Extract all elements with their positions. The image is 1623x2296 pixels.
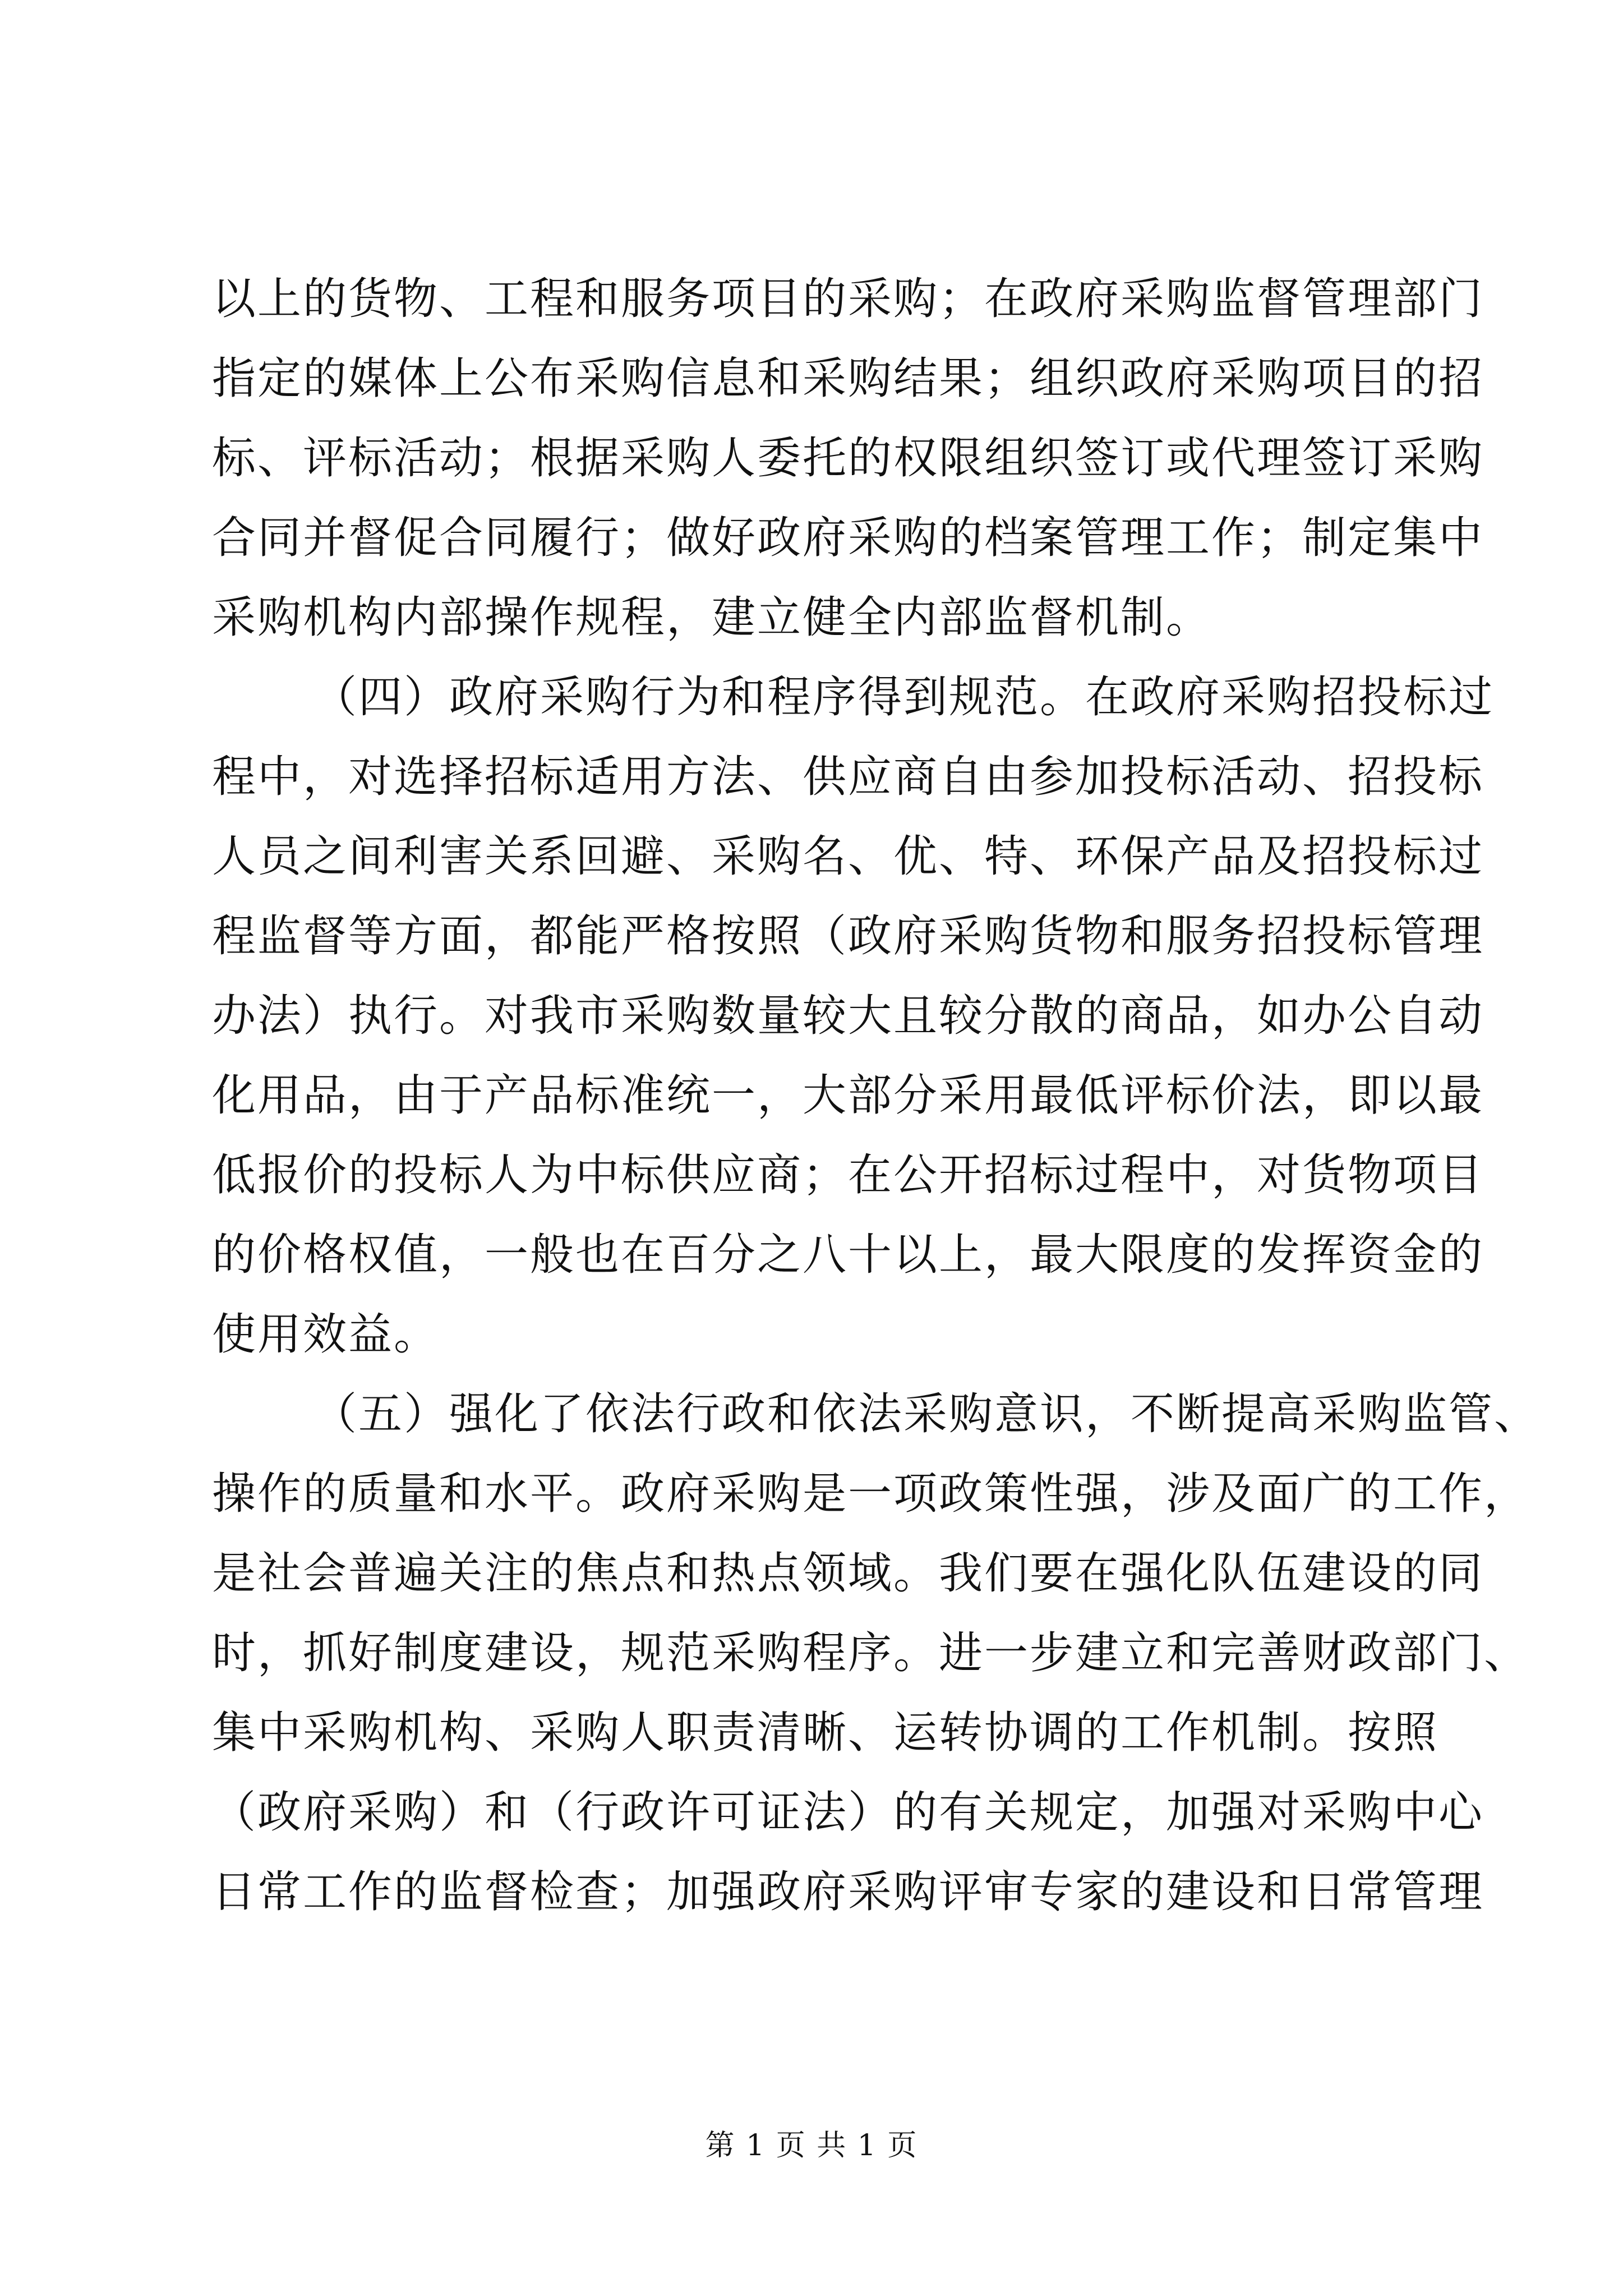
text-line: （政府采购）和（行政许可证法）的有关规定，加强对采购中心 bbox=[212, 1787, 1484, 1838]
text-line: 使用效益。 bbox=[212, 1309, 440, 1360]
paragraph-1 bbox=[212, 259, 1484, 657]
text-line: 办法）执行。对我市采购数量较大且较分散的商品，如办公自动 bbox=[212, 991, 1484, 1041]
text-line: 化用品，由于产品标准统一，大部分采用最低评标价法，即以最 bbox=[212, 1070, 1484, 1121]
paragraph-2 bbox=[212, 657, 1495, 1374]
text-line: （四）政府采购行为和程序得到规范。在政府采购招投标过 bbox=[313, 672, 1495, 723]
text-line: 采购机构内部操作规程，建立健全内部监督机制。 bbox=[212, 592, 1212, 643]
paragraph-3 bbox=[212, 1374, 1540, 1932]
text-line: 以上的货物、工程和服务项目的采购；在政府采购监督管理部门 bbox=[212, 274, 1484, 324]
text-line: （五）强化了依法行政和依法采购意识，不断提高采购监管、 bbox=[313, 1389, 1540, 1439]
text-line: 日常工作的监督检查；加强政府采购评审专家的建设和日常管理 bbox=[212, 1867, 1484, 1917]
text-line: 程监督等方面，都能严格按照（政府采购货物和服务招投标管理 bbox=[212, 911, 1484, 961]
document-body bbox=[212, 259, 1540, 1932]
text-line: 人员之间利害关系回避、采购名、优、特、环保产品及招投标过 bbox=[212, 831, 1484, 882]
text-line: 指定的媒体上公布采购信息和采购结果；组织政府采购项目的招 bbox=[212, 353, 1484, 404]
text-line: 集中采购机构、采购人职责清晰、运转协调的工作机制。按照 bbox=[212, 1708, 1439, 1758]
text-line: 的价格权值，一般也在百分之八十以上，最大限度的发挥资金的 bbox=[212, 1230, 1484, 1280]
text-line: 合同并督促合同履行；做好政府采购的档案管理工作；制定集中 bbox=[212, 513, 1484, 563]
text-line: 操作的质量和水平。政府采购是一项政策性强，涉及面广的工作， bbox=[212, 1469, 1530, 1519]
text-line: 标、评标活动；根据采购人委托的权限组织签订或代理签订采购 bbox=[212, 433, 1484, 484]
text-line: 是社会普遍关注的焦点和热点领域。我们要在强化队伍建设的同 bbox=[212, 1548, 1484, 1599]
text-line: 时，抓好制度建设，规范采购程序。进一步建立和完善财政部门、 bbox=[212, 1628, 1530, 1678]
text-line: 低报价的投标人为中标供应商；在公开招标过程中，对货物项目 bbox=[212, 1150, 1484, 1200]
page-number: 第 1 页 共 1 页 bbox=[705, 2129, 918, 2162]
text-line: 程中，对选择招标适用方法、供应商自由参加投标活动、招投标 bbox=[212, 752, 1484, 802]
page-footer bbox=[0, 2122, 1623, 2164]
